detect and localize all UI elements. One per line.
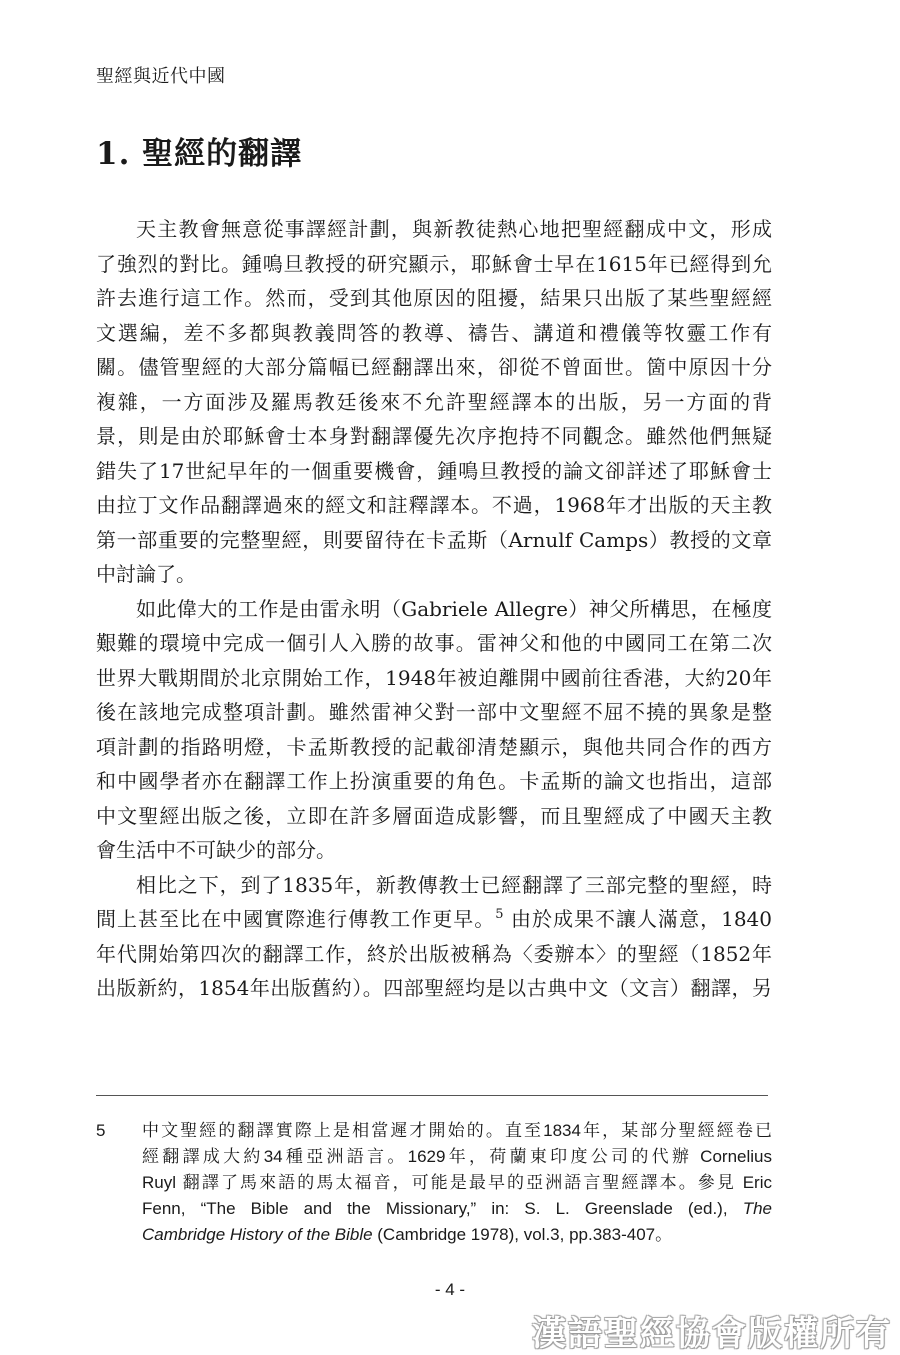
- text-line: 複雜，一方面涉及羅馬教廷後來不允許聖經譯本的出版，另一方面的背: [96, 389, 772, 414]
- page-number: - 4 -: [434, 1280, 466, 1299]
- book-title-italic: Cambridge History of the Bible: [142, 1225, 373, 1244]
- text-line: 中文聖經出版之後，立即在許多層面造成影響，而且聖經成了中國天主教: [96, 803, 772, 828]
- footnote-line: Ruyl 翻譯了馬來語的馬太福音，可能是最早的亞洲語言聖經譯本。參見 Eric: [142, 1173, 772, 1192]
- paragraph-2: [96, 592, 772, 868]
- text-line: 和中國學者亦在翻譯工作上扮演重要的角色。卡孟斯的論文也指出，這部: [96, 769, 772, 793]
- footnote-divider: [96, 1095, 768, 1096]
- text-line: 由拉丁文作品翻譯過來的經文和註釋譯本。不過，1968年才出版的天主教: [96, 493, 772, 517]
- chapter-title: 1. 聖經的翻譯: [96, 136, 303, 172]
- footnote: [96, 1118, 772, 1248]
- text-line: 天主教會無意從事譯經計劃，與新教徒熱心地把聖經翻成中文，形成: [136, 217, 772, 241]
- text-line: 項計劃的指路明燈，卡孟斯教授的記載卻清楚顯示，與他共同合作的西方: [96, 734, 772, 759]
- running-head: 聖經與近代中國: [96, 66, 226, 87]
- text-line: 出版新約，1854年出版舊約）。四部聖經均是以古典中文（文言）翻譯，另: [96, 976, 772, 1000]
- text-line: 景，則是由於耶穌會士本身對翻譯優先次序抱持不同觀念。雖然他們無疑: [96, 424, 772, 448]
- text-line: 文選編，差不多都與教義問答的教導、禱告、講道和禮儀等牧靈工作有: [96, 320, 772, 345]
- paragraph-1: [96, 212, 772, 592]
- text-line: 關。儘管聖經的大部分篇幅已經翻譯出來，卻從不曾面世。箇中原因十分: [96, 355, 772, 379]
- text-line: 後在該地完成整項計劃。雖然雷神父對一部中文聖經不屈不撓的異象是整: [96, 700, 772, 724]
- text-line: 許去進行這工作。然而，受到其他原因的阻擾，結果只出版了某些聖經經: [96, 286, 772, 310]
- footnote-segment: Fenn, “The Bible and the Missionary,” in: S. L. Greenslade (ed.),: [142, 1199, 743, 1218]
- footnote-reference[interactable]: 5: [495, 907, 504, 922]
- text-segment: 由於成果不讓人滿意，1840: [503, 907, 773, 931]
- footnote-line: [142, 1222, 772, 1248]
- book-title-italic: The: [742, 1199, 772, 1218]
- text-line: 年代開始第四次的翻譯工作，終於出版被稱為〈委辦本〉的聖經（1852年: [96, 941, 772, 966]
- footnote-number: 5: [96, 1121, 106, 1140]
- text-line: 第一部重要的完整聖經，則要留待在卡孟斯（Arnulf Camps）教授的文章: [96, 527, 772, 552]
- text-line: 中討論了。: [96, 562, 196, 586]
- text-line: 相比之下，到了1835年，新教傳教士已經翻譯了三部完整的聖經，時: [136, 872, 772, 897]
- text-line: 世界大戰期間於北京開始工作，1948年被迫離開中國前往香港，大約20年: [96, 665, 772, 690]
- paragraph-3: [96, 868, 772, 1006]
- text-line: 如此偉大的工作是由雷永明（Gabriele Allegre）神父所構思，在極度: [136, 596, 772, 621]
- text-line: 艱難的環境中完成一個引人入勝的故事。雷神父和他的中國同工在第二次: [96, 631, 772, 655]
- text-segment: 間上甚至比在中國實際進行傳教工作更早。: [96, 907, 496, 931]
- footnote-line: [142, 1196, 772, 1222]
- copyright-watermark: 漢語聖經協會版權所有: [532, 1314, 892, 1354]
- footnote-body: [142, 1118, 772, 1248]
- text-line: [96, 902, 772, 937]
- footnote-line: 中文聖經的翻譯實際上是相當遲才開始的。直至1834年，某部分聖經經卷已: [142, 1121, 772, 1140]
- text-line: 錯失了17世紀早年的一個重要機會，鍾鳴旦教授的論文卻詳述了耶穌會士: [96, 458, 772, 483]
- text-line: 會生活中不可缺少的部分。: [96, 838, 336, 862]
- footnote-segment: (Cambridge 1978), vol.3, pp.383-407。: [372, 1225, 673, 1244]
- body-text: [96, 212, 772, 1006]
- text-line: 了強烈的對比。鍾鳴旦教授的研究顯示，耶穌會士早在1615年已經得到允: [96, 251, 772, 276]
- footnote-line: 經翻譯成大約34種亞洲語言。1629年，荷蘭東印度公司的代辦 Cornelius: [142, 1147, 772, 1166]
